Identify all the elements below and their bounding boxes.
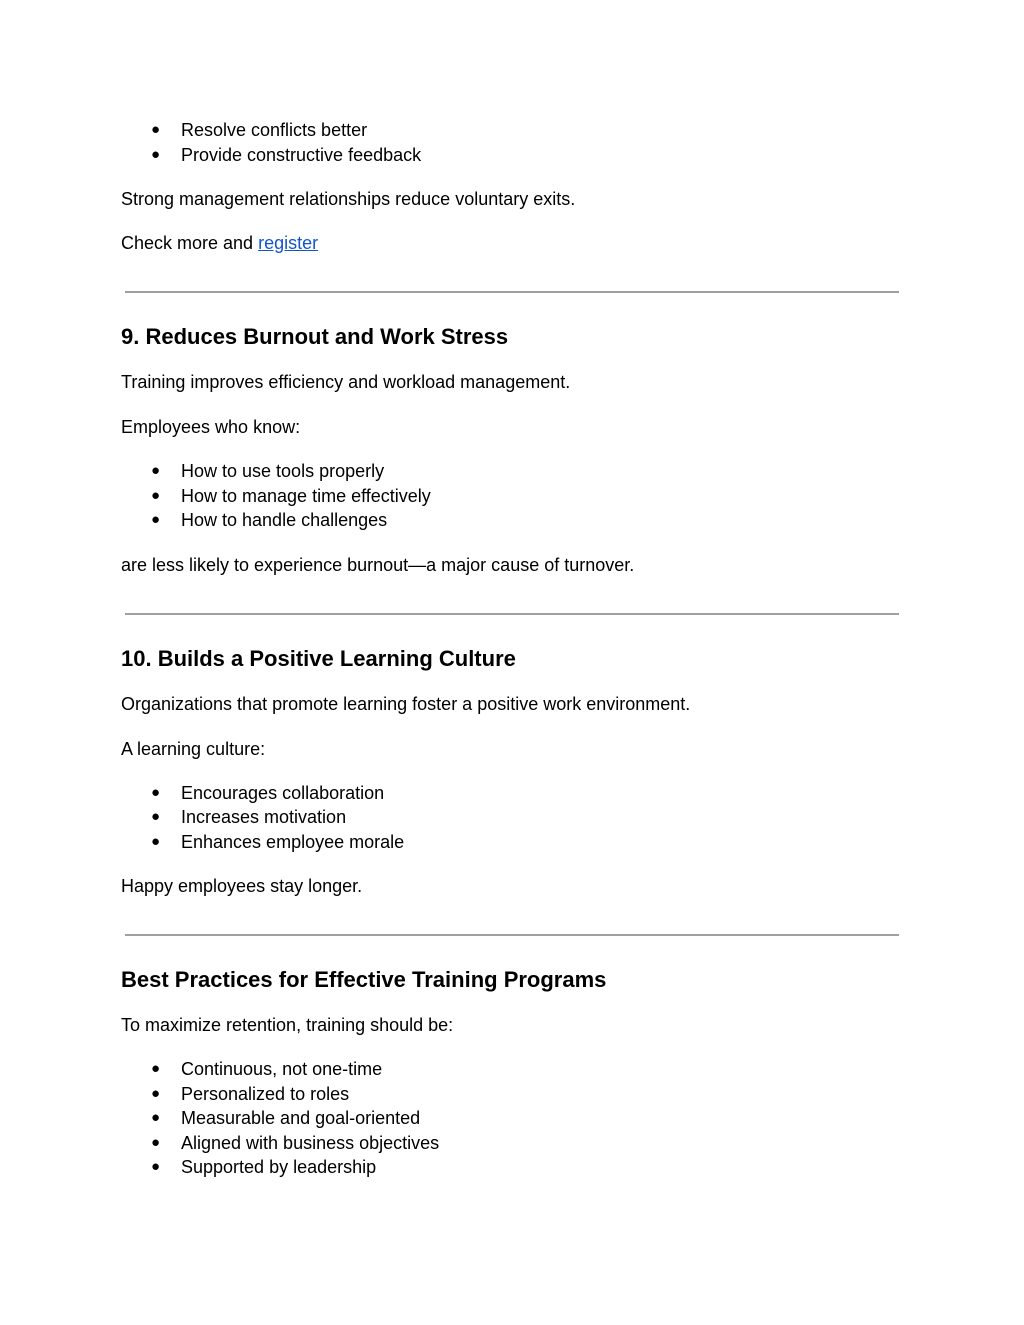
- list-item: ● Continuous, not one-time: [121, 1057, 901, 1082]
- register-link[interactable]: register: [258, 233, 319, 253]
- best-practices-para-1: To maximize retention, training should be:: [121, 1015, 454, 1035]
- cta-text: Check more and: [121, 233, 259, 253]
- intro-summary: Strong management relationships reduce voluntary exits.: [121, 189, 576, 209]
- bullet-icon: ●: [151, 783, 161, 801]
- bullet-icon: ●: [151, 832, 161, 850]
- document-page: [121, 118, 901, 1180]
- list-item: ● Measurable and goal-oriented: [121, 1106, 901, 1131]
- bullet-icon: ●: [151, 145, 161, 163]
- bullet-icon: ●: [151, 511, 161, 528]
- bullet-icon: ●: [151, 1084, 161, 1102]
- list-item: ● Increases motivation: [121, 805, 901, 830]
- best-practices-heading: Best Practices for Effective Training Programs: [121, 967, 607, 992]
- section-9-para-2: Employees who know:: [121, 417, 301, 437]
- bullet-icon: ●: [151, 462, 161, 479]
- bullet-icon: ●: [151, 121, 161, 138]
- section-10-conclusion: Happy employees stay longer.: [121, 876, 363, 896]
- bullet-icon: ●: [151, 1060, 161, 1077]
- list-item: ● How to handle challenges: [121, 508, 901, 533]
- bullet-icon: ●: [151, 1133, 161, 1151]
- section-divider: [125, 291, 899, 293]
- list-item: ● Supported by leadership: [121, 1155, 901, 1180]
- section-9-para-1: Training improves efficiency and workload management.: [121, 372, 571, 392]
- section-10-bullet-list: [121, 781, 901, 855]
- bullet-icon: ●: [151, 808, 161, 825]
- section-9-heading: 9. Reduces Burnout and Work Stress: [121, 324, 509, 349]
- bullet-icon: ●: [151, 486, 161, 504]
- section-9-bullet-list: [121, 459, 901, 533]
- intro-cta: [121, 231, 901, 255]
- section-9-conclusion: are less likely to experience burnout—a major cause of turnover.: [121, 554, 635, 575]
- bullet-icon: ●: [151, 1109, 161, 1126]
- section-divider: [125, 613, 899, 615]
- section-10-para-2: A learning culture:: [121, 738, 266, 759]
- list-item: ● Encourages collaboration: [121, 781, 901, 806]
- list-item: ● How to manage time effectively: [121, 484, 901, 509]
- list-item: ● Resolve conflicts better: [121, 118, 901, 143]
- list-item: ● Provide constructive feedback: [121, 143, 901, 168]
- bullet-icon: ●: [151, 1158, 161, 1175]
- list-item: ● Enhances employee morale: [121, 830, 901, 855]
- best-practices-bullet-list: [121, 1057, 901, 1180]
- list-item: ● Aligned with business objectives: [121, 1131, 901, 1156]
- list-item: ● Personalized to roles: [121, 1082, 901, 1107]
- section-10-heading: 10. Builds a Positive Learning Culture: [121, 645, 516, 671]
- intro-bullet-list: [121, 118, 901, 167]
- section-10-para-1: Organizations that promote learning foster a positive work environment.: [121, 693, 691, 714]
- list-item: ● How to use tools properly: [121, 459, 901, 484]
- section-divider: [125, 934, 899, 936]
